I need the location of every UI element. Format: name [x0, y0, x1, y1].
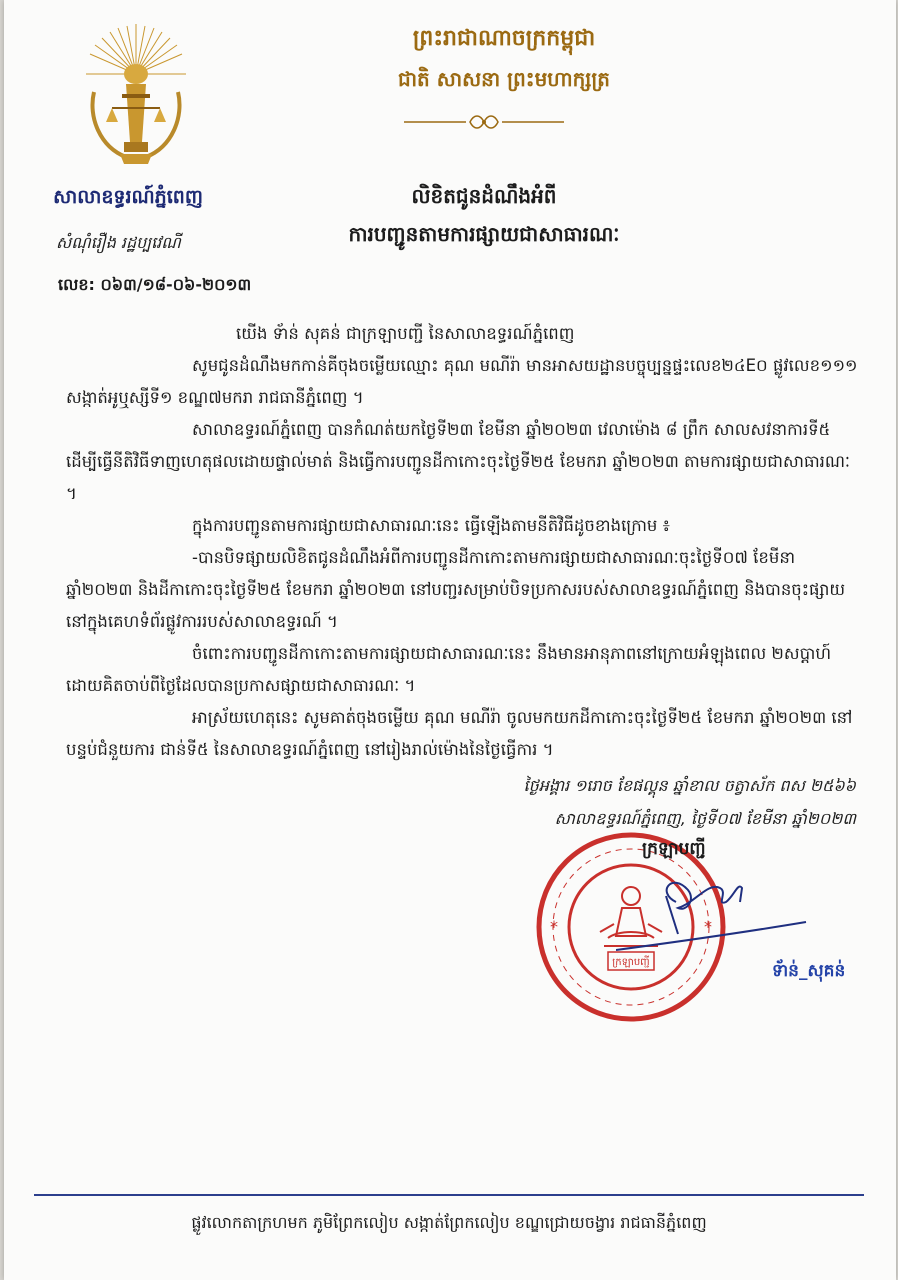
kingdom-heading: ព្រះរាជាណាចក្រកម្ពុជា [412, 26, 596, 51]
body-paragraph: សូមជូនដំណឹងមកកាន់គីចុងចម្លើយឈ្មោះ គុណ មណីរ៉ា មានអាសយដ្ឋានបច្ចុប្បន្នផ្ទះលេខ២៤E០ ផ្លូវលេខ១១១ សង្កាត់អូឬស្សីទី១ ខណ្ឌ៧មករា រាជធានីភ្នំពេញ ។ [66, 356, 858, 407]
national-motto: ជាតិ សាសនា ព្រះមហាក្សត្រ [398, 67, 610, 91]
court-emblem-icon [82, 22, 190, 172]
svg-text:*: * [704, 917, 712, 936]
document-page [4, 0, 896, 1280]
letter-body [66, 318, 866, 766]
case-type: សំណុំរឿង រដ្ឋប្បវេណី [56, 233, 181, 252]
body-paragraph: ក្នុងការបញ្ជូនតាមការផ្សាយជាសាធារណៈនេះ ធ្វើឡើងតាមនីតិវិធីដូចខាងក្រោម ៖ [192, 516, 670, 535]
body-paragraph: -បានបិទផ្សាយលិខិតជូនដំណឹងអំពីការបញ្ជូនដីកាកោះតាមការផ្សាយជាសាធារណៈចុះថ្ងៃទី០៧ ខែមីនា ឆ្នាំ២០២៣ និងដីកាកោះចុះថ្ងៃទី២៥ ខែមករា ឆ្នាំ២០២៣ នៅបញ្ជរសម្រាប់បិទប្រកាសរបស់សាលាឧទ្ធរណ៍ភ្នំពេញ និងបានចុះផ្សាយនៅក្នុងគេហទំព័រផ្លូវការរបស់សាលាឧទ្ធរណ៍ ។ [66, 548, 846, 631]
svg-text:ក្រឡាបញ្ជី: ក្រឡាបញ្ជី [612, 957, 650, 968]
divider-ornament-icon [404, 112, 564, 132]
letter-number: លេខ: ០៦៣/១៨-០៦-២០១៣ [58, 275, 252, 294]
body-paragraph: យើង ទ័ាន់ សុគន់ ជាក្រឡាបញ្ជី នៃសាលាឧទ្ធរណ៍ភ្នំពេញ [236, 324, 575, 343]
footer-address: ផ្លូវលោកតាក្រហមក ភូមិព្រែកលៀប សង្កាត់ព្រែកលៀប ខណ្ឌជ្រោយចង្វារ រាជធានីភ្នំពេញ [191, 1213, 707, 1232]
footer-divider [34, 1194, 864, 1196]
body-paragraph: ចំពោះការបញ្ជូនដីកាកោះតាមការផ្សាយជាសាធារណៈនេះ នឹងមានអានុភាពនៅក្រោយអំឡុងពេល ២សប្តាហ៍ ដោយគិតចាប់ពីថ្ងៃដែលបានប្រកាសផ្សាយជាសាធារណៈ ។ [66, 644, 832, 695]
signatory-name: ទ័ាន់_សុគន់ [772, 961, 846, 981]
signatory-title: ក្រឡាបញ្ជី [642, 839, 706, 859]
svg-text:*: * [550, 917, 558, 936]
body-paragraph: អាស្រ័យហេតុនេះ សូមគាត់ចុងចម្លើយ គុណ មណីរ៉ា ចូលមកយកដីកាកោះចុះថ្ងៃទី២៥ ខែមករា ឆ្នាំ២០២៣ នៅបន្ទប់ជំនួយការ ជាន់ទី៥ នៃសាលាឧទ្ធរណ៍ភ្នំពេញ នៅរៀងរាល់ម៉ោងនៃថ្ងៃធ្វើការ ។ [66, 708, 853, 759]
place-date: សាលាឧទ្ធរណ៍ភ្នំពេញ, ថ្ងៃទី០៧ ខែមីនា ឆ្នាំ២០២៣ [554, 809, 856, 828]
lunar-date: ថ្ងៃអង្គារ ១រោច ខែផល្គុន ឆ្នាំខាល ចត្វាស័ក ពស ២៥៦៦ [523, 776, 856, 795]
body-paragraph: សាលាឧទ្ធរណ៍ភ្នំពេញ បានកំណត់យកថ្ងៃទី២៣ ខែមីនា ឆ្នាំ២០២៣ វេលាម៉ោង ៨ ព្រឹក សាលសវនាការទី៥ ដើម្បីធ្វើនីតិវិធីទាញហេតុផលដោយផ្ទាល់មាត់ និងធ្វើការបញ្ជូនដីកាកោះចុះថ្ងៃទី២៥ ខែមករា ឆ្នាំ២០២៣ តាមការផ្សាយជាសាធារណៈ ។ [66, 420, 851, 503]
handwritten-signature [616, 862, 856, 962]
court-name: សាលាឧទ្ធរណ៍ភ្នំពេញ [53, 186, 203, 208]
document-title: លិខិតជូនដំណឹងអំពី [411, 184, 557, 208]
document-subtitle: ការបញ្ជូនតាមការផ្សាយជាសាធារណៈ [348, 222, 620, 246]
